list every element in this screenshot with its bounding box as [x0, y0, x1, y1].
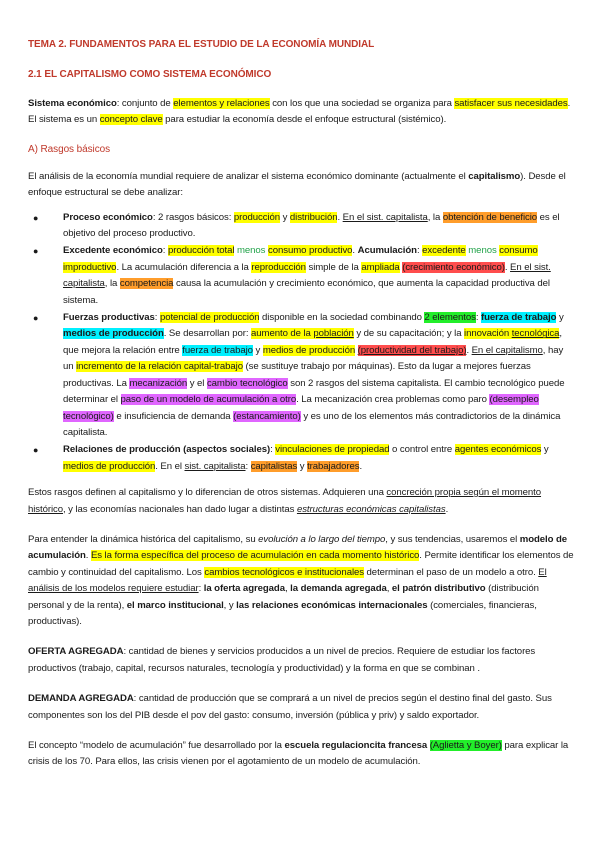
paragraph-sistema-economico — [28, 96, 576, 129]
bullet-icon: ● — [33, 313, 39, 324]
text: para explicar la crisis de los 70. Para ellos, las crisis vienen por el agotamiento de un modelo de acumulación. — [28, 740, 569, 768]
highlight: (estancamiento) — [233, 410, 301, 422]
text: y — [280, 211, 290, 223]
text: y el — [187, 377, 207, 389]
highlight: (Aglietta y Boyer) — [429, 740, 502, 751]
text: es el objetivo del proceso productivo. — [63, 211, 560, 240]
bold-term: Acumulación — [357, 245, 417, 257]
text: . — [445, 503, 449, 515]
text: , — [386, 583, 392, 595]
section-heading: 2.1 EL CAPITALISMO COMO SISTEMA ECONÓMICO — [28, 69, 272, 80]
highlight: (productividad del trabajo) — [357, 344, 467, 356]
text: para estudiar la economía desde el enfoque estructural (sistémico). — [162, 114, 447, 126]
document-body — [28, 38, 576, 785]
bold-term: la oferta agregada — [203, 583, 285, 595]
bold-term: capitalismo — [468, 170, 521, 182]
highlight: agentes económicos — [454, 444, 542, 456]
bold-term: modelo de acumulación — [28, 533, 568, 562]
text: (se sustituye trabajo por máquinas). Esto da lugar a mejores fuerzas productivas. La — [63, 361, 531, 389]
paragraph-oferta-agregada — [28, 644, 576, 677]
highlight: competencia — [119, 278, 174, 290]
paragraph-modelo-acumulacion — [28, 532, 576, 630]
text: y es uno de los elementos más contradictorios de la dinámica capitalista. — [63, 410, 561, 438]
bold-term: las relaciones económicas internacionales — [236, 599, 428, 611]
text: , y las economías nacionales han dado lugar a distintas — [63, 503, 297, 515]
highlight: incremento de la relación capital-trabajo — [76, 361, 243, 373]
highlight: 2 elementos — [424, 312, 476, 324]
text: disponible en la sociedad combinando — [259, 312, 425, 324]
highlight: tecnológica — [511, 328, 560, 340]
text: . — [337, 211, 343, 223]
item-label: Excedente económico — [63, 245, 163, 257]
highlight: consumo productivo — [268, 245, 353, 257]
text: , hay un — [63, 344, 564, 373]
text: simple de la — [305, 261, 362, 273]
text: : — [154, 312, 160, 324]
highlight: medios de producción — [63, 460, 156, 472]
highlight: medios de producción — [63, 328, 164, 340]
item-label: Proceso económico — [63, 211, 153, 223]
highlight: fuerza de trabajo — [480, 312, 557, 324]
underlined: En el sist. capitalista — [342, 211, 428, 223]
text: y — [556, 312, 564, 324]
text: . La mecanización crea problemas como paro — [296, 394, 490, 406]
term: Sistema económico — [28, 98, 117, 109]
subsection-heading: A) Rasgos básicos — [28, 143, 111, 155]
highlight: capitalistas — [250, 460, 298, 472]
underlined: En el capitalismo — [471, 344, 543, 356]
highlight: satisfacer sus necesidades — [454, 98, 568, 109]
text: Para entender la dinámica histórica del capitalismo, su — [28, 533, 259, 545]
highlight: vinculaciones de propiedad — [275, 444, 390, 456]
highlight: consumo improductivo — [63, 245, 538, 273]
text: Estos rasgos definen al capitalismo y lo diferencian de otros sistemas. Adquieren una — [28, 487, 387, 499]
underlined: El análisis de los modelos requiere estudiar — [28, 566, 547, 595]
highlight: (desempleo tecnológico) — [63, 394, 539, 422]
text: o control entre — [389, 444, 455, 456]
green-text: menos — [465, 245, 500, 257]
text: El análisis de la economía mundial requiere de analizar el sistema económico dominante (actualmente el — [28, 170, 469, 182]
green-text: menos — [234, 245, 268, 257]
list-item-proceso-economico — [28, 210, 576, 243]
text: son 2 rasgos del sistema capitalista. El cambio tecnológico puede determinar el — [63, 377, 565, 406]
highlight: distribución — [289, 211, 338, 223]
underlined: sist. capitalista — [184, 460, 246, 472]
paragraph-demanda-agregada — [28, 691, 576, 724]
text: causa la acumulación y crecimiento económico, que aumenta la capacidad productiva del sistema. — [63, 278, 550, 306]
highlight: innovación — [464, 328, 512, 340]
highlight: Es la forma específica del proceso de acumulación en cada momento histórico — [90, 550, 420, 562]
main-heading: TEMA 2. FUNDAMENTOS PARA EL ESTUDIO DE LA ECONOMÍA MUNDIAL — [28, 39, 375, 50]
text: , la — [427, 211, 443, 223]
text: : cantidad de producción que se comprará a un nivel de precios según el destino final del gasto. Sus componentes son los del PIB desde el pov del gasto: consumo, inversión (pública y priv) y saldo exportador. — [28, 693, 552, 721]
highlight: aumento de la — [251, 328, 314, 340]
list-item-excedente-economico — [28, 243, 576, 309]
paragraph-concepto — [28, 738, 576, 771]
text: y — [297, 460, 308, 472]
text: : — [162, 245, 168, 257]
highlight: paso de un modelo de acumulación a otro — [120, 394, 297, 406]
highlight: mecanización — [129, 377, 188, 389]
term: OFERTA AGREGADA — [28, 646, 124, 658]
text: . — [359, 460, 363, 472]
list-item-relaciones-produccion — [28, 442, 576, 475]
text: (comerciales, financieras, productivas). — [28, 599, 537, 627]
text: : — [475, 312, 481, 324]
highlight: producción total — [167, 245, 235, 257]
text: e insuficiencia de demanda — [113, 410, 234, 422]
bullet-icon: ● — [33, 212, 39, 223]
text: y — [541, 444, 549, 456]
text: , y sus tendencias, usaremos el — [385, 533, 520, 545]
text: . En el — [155, 460, 185, 472]
highlight: potencial de producción — [159, 312, 260, 324]
highlight: ampliada — [361, 261, 400, 273]
paragraph-rasgos-definen — [28, 485, 576, 518]
highlight: concepto clave — [99, 114, 163, 126]
text: , que mejora la relación entre — [63, 328, 562, 356]
bold-term: el marco institucional — [126, 599, 224, 611]
item-label: Fuerzas productivas — [63, 312, 155, 324]
highlight: excedente — [422, 245, 466, 257]
highlight: obtención de beneficio — [442, 211, 538, 223]
underlined: En el sist. capitalista — [63, 261, 551, 290]
highlight: (crecimiento económico) — [402, 261, 505, 273]
text: . Se desarrollan por: — [163, 328, 252, 340]
text: , la — [104, 278, 120, 290]
text: : — [416, 245, 423, 257]
text: . — [466, 344, 472, 356]
highlight: fuerza de trabajo — [182, 344, 253, 356]
text: y de su capacitación; y la — [353, 328, 465, 340]
underlined: concreción propia según el momento histórico — [28, 487, 542, 515]
highlight: cambio tecnológico — [206, 377, 288, 389]
italic: evolución a lo largo del tiempo — [258, 533, 386, 545]
text: . — [504, 261, 511, 273]
highlight: reproducción — [251, 261, 306, 273]
bold-term: el patrón distributivo — [391, 583, 486, 595]
text: . — [85, 550, 91, 562]
text: : cantidad de bienes y servicios producidos a un nivel de precios. Requiere de estudiar los factores productivos (trabajo, capital, recursos naturales, tecnología y productividad) y la forma en que se combinan . — [28, 646, 536, 674]
text: : — [198, 583, 204, 595]
highlight: elementos y relaciones — [173, 98, 270, 109]
text: . El sistema es un — [28, 98, 571, 126]
list-item-fuerzas-productivas — [28, 310, 576, 441]
rasgos-list — [28, 210, 576, 476]
bold-term: la demanda agregada — [290, 583, 387, 595]
bold-term: escuela regulacioncita francesa — [284, 740, 428, 751]
underlined-italic: estructuras económicas capitalistas — [296, 503, 446, 515]
text: (distribución personal y de la renta), — [28, 583, 539, 611]
highlight: población — [313, 328, 354, 340]
bullet-icon: ● — [33, 246, 39, 257]
item-label: Relaciones de producción (aspectos sociales) — [63, 444, 271, 456]
highlight: trabajadores — [307, 460, 360, 472]
text: determinan el paso de un modelo a otro. — [363, 566, 539, 578]
text: con los que una sociedad se organiza para — [269, 98, 455, 109]
text: : 2 rasgos básicos: — [152, 211, 234, 223]
text: y — [252, 344, 263, 356]
text: : — [270, 444, 276, 456]
text: : — [245, 460, 251, 472]
text: . La acumulación diferencia a la — [116, 261, 252, 273]
text: , — [284, 583, 291, 595]
text: ). Desde el enfoque estructural se debe analizar: — [28, 170, 566, 199]
highlight: cambios tecnológicos e institucionales — [204, 566, 364, 578]
text: El concepto “modelo de acumulación” fue desarrollado por la — [28, 740, 285, 751]
text: : conjunto de — [116, 98, 174, 109]
text: . Permite identificar los elementos de cambio y continuidad del capitalismo. Los — [28, 550, 574, 578]
text: , y — [223, 599, 237, 611]
bullet-icon: ● — [33, 445, 39, 456]
highlight: producción — [233, 211, 281, 223]
paragraph-analisis — [28, 169, 576, 202]
term: DEMANDA AGREGADA — [28, 693, 134, 705]
text: . — [352, 245, 358, 257]
highlight: medios de producción — [262, 344, 356, 356]
